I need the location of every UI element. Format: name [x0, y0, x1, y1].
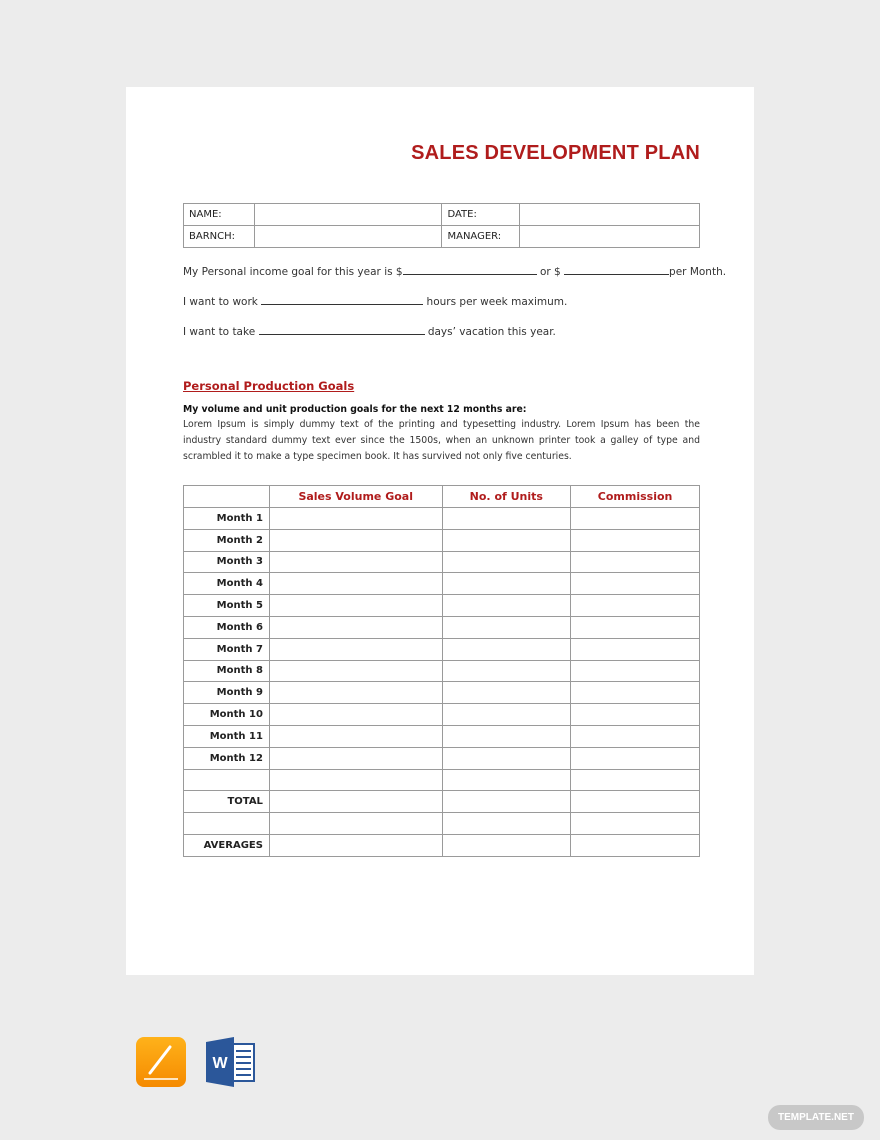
commission-cell[interactable]	[571, 813, 700, 835]
row-label: Month 7	[184, 638, 270, 660]
table-row	[184, 508, 700, 530]
table-row	[184, 682, 700, 704]
sales-volume-goal-cell[interactable]	[269, 682, 442, 704]
commission-cell[interactable]	[571, 595, 700, 617]
manager-field[interactable]	[520, 226, 700, 248]
row-label: Month 2	[184, 529, 270, 551]
branch-label: BARNCH:	[184, 226, 255, 248]
goals-table	[183, 485, 700, 857]
word-app-icon[interactable]	[206, 1037, 256, 1087]
pages-app-icon[interactable]	[136, 1037, 186, 1087]
vacation-blank[interactable]	[259, 325, 425, 335]
sales-volume-goal-cell[interactable]	[269, 551, 442, 573]
units-cell[interactable]	[442, 682, 571, 704]
units-cell[interactable]	[442, 704, 571, 726]
sales-volume-goal-cell[interactable]	[269, 704, 442, 726]
table-row	[184, 725, 700, 747]
row-label: Month 12	[184, 747, 270, 769]
branch-field[interactable]	[254, 226, 442, 248]
sales-volume-goal-cell[interactable]	[269, 616, 442, 638]
name-field[interactable]	[254, 204, 442, 226]
units-cell[interactable]	[442, 769, 571, 791]
commission-cell[interactable]	[571, 747, 700, 769]
document-title: SALES DEVELOPMENT PLAN	[411, 142, 700, 164]
units-cell[interactable]	[442, 747, 571, 769]
commission-cell[interactable]	[571, 704, 700, 726]
units-cell[interactable]	[442, 638, 571, 660]
units-cell[interactable]	[442, 725, 571, 747]
commission-cell[interactable]	[571, 725, 700, 747]
hours-blank[interactable]	[261, 295, 423, 305]
commission-cell[interactable]	[571, 769, 700, 791]
section-heading: Personal Production Goals	[183, 379, 355, 393]
row-label: Month 3	[184, 551, 270, 573]
units-cell[interactable]	[442, 595, 571, 617]
manager-label: MANAGER:	[442, 226, 520, 248]
header-no-of-units: No. of Units	[442, 486, 571, 508]
table-row	[184, 660, 700, 682]
units-cell[interactable]	[442, 791, 571, 813]
sales-volume-goal-cell[interactable]	[269, 747, 442, 769]
table-row	[184, 791, 700, 813]
units-cell[interactable]	[442, 660, 571, 682]
work-hours-line: I want to work hours per week maximum.	[183, 296, 568, 308]
units-cell[interactable]	[442, 813, 571, 835]
sales-volume-goal-cell[interactable]	[269, 529, 442, 551]
vacation-line: I want to take days’ vacation this year.	[183, 326, 556, 338]
table-row	[184, 529, 700, 551]
commission-cell[interactable]	[571, 834, 700, 856]
commission-cell[interactable]	[571, 573, 700, 595]
commission-cell[interactable]	[571, 660, 700, 682]
table-row	[184, 704, 700, 726]
sales-volume-goal-cell[interactable]	[269, 638, 442, 660]
table-header-row	[184, 486, 700, 508]
row-label: Month 8	[184, 660, 270, 682]
table-row	[184, 834, 700, 856]
date-field[interactable]	[520, 204, 700, 226]
row-label: Month 4	[184, 573, 270, 595]
sales-volume-goal-cell[interactable]	[269, 660, 442, 682]
section-body: Lorem Ipsum is simply dummy text of the printing and typesetting industry. Lorem Ipsum has been the industry standard dummy text ever since the 1500s, when an unknown printer took a galley of type and scrambled it to make a type specimen book. It has survived not only five centuries.	[183, 419, 700, 462]
units-cell[interactable]	[442, 616, 571, 638]
row-label: Month 5	[184, 595, 270, 617]
row-label: TOTAL	[184, 791, 270, 813]
income-goal-line: My Personal income goal for this year is $ or $ per Month.	[183, 266, 727, 278]
sales-volume-goal-cell[interactable]	[269, 813, 442, 835]
document-page	[126, 87, 754, 975]
row-label: Month 11	[184, 725, 270, 747]
commission-cell[interactable]	[571, 551, 700, 573]
sales-volume-goal-cell[interactable]	[269, 769, 442, 791]
header-blank	[184, 486, 270, 508]
header-commission: Commission	[571, 486, 700, 508]
table-row	[184, 616, 700, 638]
header-sales-volume-goal: Sales Volume Goal	[269, 486, 442, 508]
table-row	[184, 573, 700, 595]
units-cell[interactable]	[442, 551, 571, 573]
commission-cell[interactable]	[571, 682, 700, 704]
date-label: DATE:	[442, 204, 520, 226]
table-row	[184, 747, 700, 769]
table-row	[184, 638, 700, 660]
section-subheading: My volume and unit production goals for the next 12 months are:	[183, 404, 527, 415]
row-label	[184, 769, 270, 791]
commission-cell[interactable]	[571, 616, 700, 638]
name-label: NAME:	[184, 204, 255, 226]
template-net-badge[interactable]: TEMPLATE.NET	[768, 1105, 864, 1130]
sales-volume-goal-cell[interactable]	[269, 834, 442, 856]
sales-volume-goal-cell[interactable]	[269, 725, 442, 747]
commission-cell[interactable]	[571, 529, 700, 551]
sales-volume-goal-cell[interactable]	[269, 508, 442, 530]
monthly-income-blank[interactable]	[564, 265, 669, 275]
row-label: Month 10	[184, 704, 270, 726]
table-row	[184, 595, 700, 617]
row-label	[184, 813, 270, 835]
row-label: Month 1	[184, 508, 270, 530]
units-cell[interactable]	[442, 834, 571, 856]
app-icons	[136, 1037, 256, 1087]
table-row	[184, 813, 700, 835]
table-row	[184, 551, 700, 573]
table-row	[184, 769, 700, 791]
commission-cell[interactable]	[571, 508, 700, 530]
sales-volume-goal-cell[interactable]	[269, 573, 442, 595]
sales-volume-goal-cell[interactable]	[269, 791, 442, 813]
svg-text:W: W	[212, 1055, 228, 1072]
commission-cell[interactable]	[571, 791, 700, 813]
sales-volume-goal-cell[interactable]	[269, 595, 442, 617]
yearly-income-blank[interactable]	[403, 265, 537, 275]
row-label: Month 6	[184, 616, 270, 638]
units-cell[interactable]	[442, 508, 571, 530]
row-label: AVERAGES	[184, 834, 270, 856]
units-cell[interactable]	[442, 529, 571, 551]
info-table	[183, 203, 700, 248]
units-cell[interactable]	[442, 573, 571, 595]
row-label: Month 9	[184, 682, 270, 704]
commission-cell[interactable]	[571, 638, 700, 660]
